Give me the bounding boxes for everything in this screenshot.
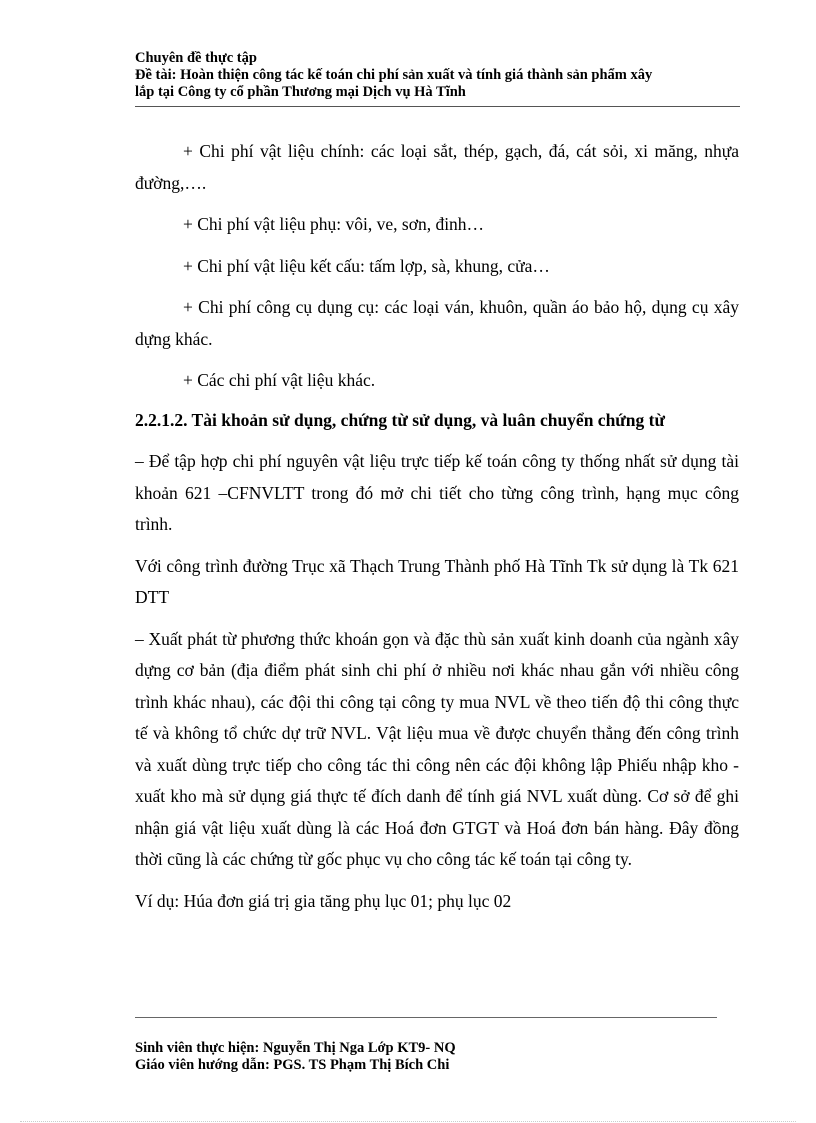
list-item-structural-materials: + Chi phí vật liệu kết cấu: tấm lợp, sà, khung, cửa… (183, 255, 550, 276)
paragraph-account-usage: – Để tập hợp chi phí nguyên vật liệu trực tiếp kế toán công ty thống nhất sử dụng tài khoản 621 –CFNVLTT trong đó mở chi tiết cho từng công trình, hạng mục công trình. (135, 451, 739, 534)
document-body (135, 136, 739, 917)
list-item-tools: + Chi phí công cụ dụng cụ: các loại ván, khuôn, quần áo bảo hộ, dụng cụ xây dựng khác. (135, 297, 739, 349)
header-topic: Chuyên đề thực tập (135, 50, 257, 66)
list-item-main-materials: + Chi phí vật liệu chính: các loại sắt, thép, gạch, đá, cát sỏi, xi măng, nhựa đường,…. (135, 141, 739, 193)
footer-student: Sinh viên thực hiện: Nguyễn Thị Nga Lớp KT9- NQ (135, 1040, 456, 1056)
header-title-line-2: lắp tại Công ty cổ phần Thương mại Dịch vụ Hà Tĩnh (135, 84, 466, 100)
page-header (135, 50, 740, 107)
footer-divider (135, 1017, 717, 1018)
page-footer (135, 1017, 717, 1074)
list-item-auxiliary-materials: + Chi phí vật liệu phụ: vôi, ve, sơn, đinh… (183, 214, 485, 234)
header-title-line-1: Đề tài: Hoàn thiện công tác kế toán chi phí sản xuất và tính giá thành sản phẩm xây (135, 67, 653, 83)
paragraph-project-account: Với công trình đường Trục xã Thạch Trung Thành phố Hà Tĩnh Tk sử dụng là Tk 621 DTT (135, 555, 739, 607)
footer-advisor: Giáo viên hướng dẫn: PGS. TS Phạm Thị Bích Chi (135, 1057, 450, 1073)
paragraph-example: Ví dụ: Húa đơn giá trị gia tăng phụ lục 01; phụ lục 02 (135, 890, 512, 911)
header-divider (135, 106, 740, 107)
page-bottom-border (20, 1121, 796, 1122)
section-heading: 2.2.1.2. Tài khoản sử dụng, chứng từ sử dụng, và luân chuyển chứng từ (135, 409, 665, 430)
list-item-other-materials: + Các chi phí vật liệu khác. (183, 370, 376, 390)
paragraph-procurement: – Xuất phát từ phương thức khoán gọn và đặc thù sản xuất kinh doanh của ngành xây dựng cơ bản (địa điểm phát sinh chi phí ở nhiều nơi khác nhau gắn với nhiều công trình khác nhau), các đội thi công tại công ty mua NVL về theo tiến độ thi công thực tế và không tổ chức dự trữ NVL. Vật liệu mua về được chuyển thẳng đến công trình và xuất dùng trực tiếp cho công tác thi công nên các đội không lập Phiếu nhập kho - xuất kho mà sử dụng giá thực tế đích danh để tính giá NVL xuất dùng. Cơ sở để ghi nhận giá vật liệu xuất dùng là các Hoá đơn GTGT và Hoá đơn bán hàng. Đây đồng thời cũng là các chứng từ gốc phục vụ cho công tác kế toán tại công ty. (135, 628, 739, 869)
